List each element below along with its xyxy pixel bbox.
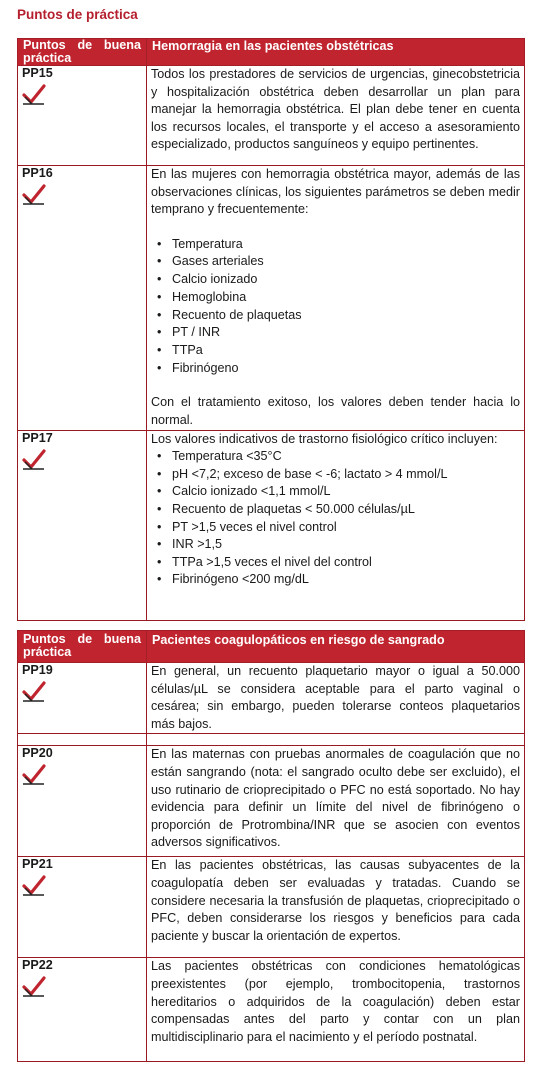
list-item: • PT >1,5 veces el nivel control [172,519,520,537]
list-item: • Recuento de plaquetas [172,307,520,325]
header-topic: Hemorragia en las pacientes obstétricas [147,39,525,66]
checkmark-icon [22,84,46,106]
practice-point-code: PP19 [22,663,53,677]
table-row [18,663,525,734]
practice-point-code: PP16 [22,166,53,180]
checkmark-icon [22,875,46,897]
table-row [18,958,525,1062]
table-row [18,430,525,620]
list-item: • INR >1,5 [172,536,520,554]
practice-point-code: PP22 [22,958,53,973]
practice-point-text: Las pacientes obstétricas con condiciones hematológicas preexistentes (por ejemplo, trombocitopenia, trastornos hereditarios o adquiridos de la coagulación) deben estar compensadas antes del parto y contar con un plan multidisciplinario para el nacimiento y el período postnatal. [151,959,520,1044]
table-row [18,857,525,958]
parameter-list [151,236,520,378]
checkmark-icon [22,976,46,998]
checkmark-icon [22,184,46,206]
practice-point-text: Todos los prestadores de servicios de urgencias, ginecobstetricia y hospitalización obstétrica deben desarrollar un plan para manejar la hemorragia obstétrica. El plan debe tener en cuenta los recursos locales, el transporte y el acceso a asesoramiento especializado, productos sanguíneos y equipo pertinentes. [151,67,520,152]
practice-points-table-coagulopathy [17,630,525,1062]
table-row [18,66,525,166]
section-title: Puntos de práctica [17,7,138,22]
list-item: • Recuento de plaquetas < 50.000 células/µL [172,501,520,519]
list-item: • Fibrinógeno [172,360,520,378]
header-good-practice: Puntos de buena práctica [18,39,147,66]
list-item: • Temperatura <35°C [172,448,520,466]
list-item: • Gases arteriales [172,253,520,271]
list-item: • TTPa [172,342,520,360]
practice-points-table-hemorrhage [17,38,525,621]
practice-point-text: En las pacientes obstétricas, las causas subyacentes de la coagulopatía deben ser evaluadas y tratadas. Cuando se considere necesaria la transfusión de plaquetas, crioprecipitado o PFC, deben considerarse los riesgos y beneficios para cada paciente y buscar la orientación de expertos. [151,858,520,943]
practice-point-code: PP15 [22,66,53,80]
practice-point-outro: Con el tratamiento exitoso, los valores deben tender hacia lo normal. [151,395,520,427]
checkmark-icon [22,764,46,786]
list-item: • Calcio ionizado [172,271,520,289]
list-item: • Temperatura [172,236,520,254]
list-item: • Hemoglobina [172,289,520,307]
list-item: • pH <7,2; exceso de base < -6; lactato > 4 mmol/L [172,466,520,484]
list-item: • Calcio ionizado <1,1 mmol/L [172,483,520,501]
header-topic: Pacientes coagulopáticos en riesgo de sangrado [147,631,525,663]
list-item: • PT / INR [172,324,520,342]
list-item: • TTPa >1,5 veces el nivel del control [172,554,520,572]
table-row [18,166,525,431]
table-row [18,746,525,857]
header-good-practice: Puntos de buena práctica [18,631,147,663]
practice-point-intro: En las mujeres con hemorragia obstétrica mayor, además de las observaciones clínicas, los siguientes parámetros se deben medir temprano y frecuentemente: [151,167,520,217]
practice-point-intro: Los valores indicativos de trastorno fisiológico crítico incluyen: [151,431,498,446]
checkmark-icon [22,449,46,471]
practice-point-code: PP21 [22,857,53,872]
practice-point-text: En general, un recuento plaquetario mayor o igual a 50.000 células/µL se considera aceptable para el parto vaginal o cesárea; sin embargo, pueden tolerarse conteos plaquetarios más bajos. [151,664,520,731]
critical-values-list [151,448,520,589]
practice-point-text: En las maternas con pruebas anormales de coagulación que no están sangrando (nota: el sangrado oculto debe ser excluido), el uso rutinario de crioprecipitado o PFC no está soportado. No hay evidencia para definir un límite del nivel de fibrinógeno o proporción de Protrombina/INR que se asocien con eventos adversos significativos. [151,747,520,850]
checkmark-icon [22,681,46,703]
practice-point-code: PP17 [22,430,53,445]
practice-point-code: PP20 [22,746,53,761]
list-item: • Fibrinógeno <200 mg/dL [172,571,520,589]
